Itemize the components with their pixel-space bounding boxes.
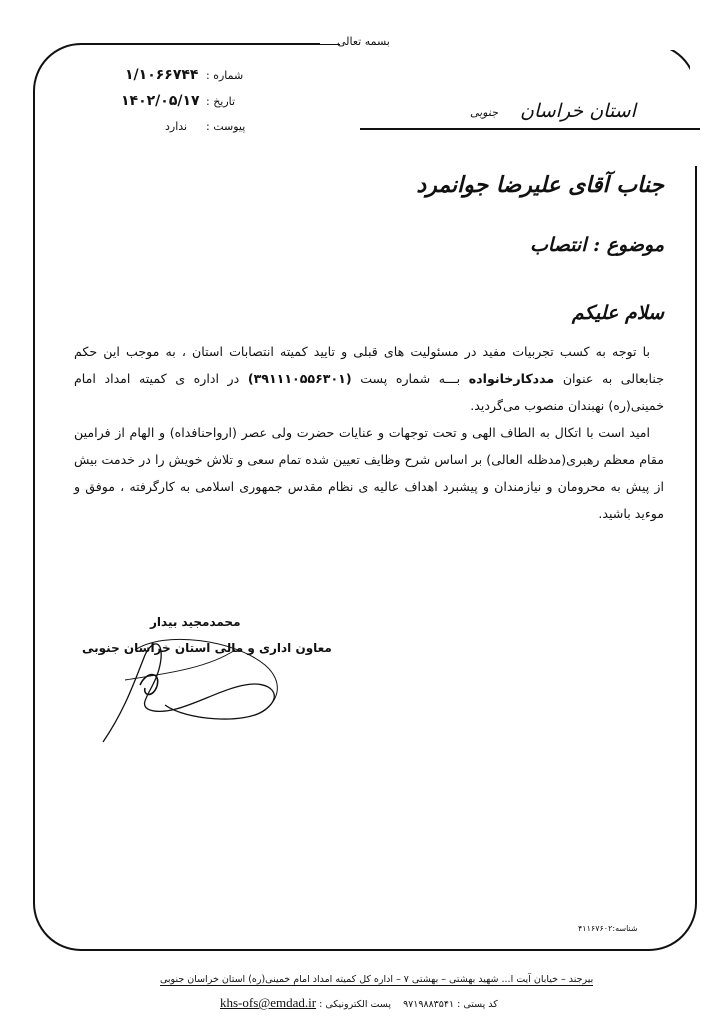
greeting: سلام علیکم [571,302,664,324]
signature-scribble [95,610,295,750]
p1-post-number: (۳۹۱۱۱۰۵۵۶۳۰۱) [247,371,352,386]
date-value: ۱۴۰۲/۰۵/۱۷ [121,93,200,109]
signatory-name: محمدمجید بیدار [150,615,241,629]
province-title: استان خراسان [520,100,636,122]
postal-label: کد پستی : [457,999,498,1010]
p1-text-2: بـــه شماره پست [360,371,461,386]
paragraph-2: امید است با اتکال به الطاف الهی و تحت توجهات و عنایات حضرت ولی عصر (ارواحنافداه) و الهام از فرامین مقام معظم رهبری(مدظله العالی) بر اساس شرح وظایف تعیین شده تمام سعی و تلاش خویش را در خدمت بیش از پیش به محرومان و نیازمندان و پیشبرد اهداف عالیه ی نظام مقدس جمهوری اسلامی به کارگرفته ، موفق و موءید باشید. [74,425,664,521]
p1-text-3: در اداره ی کمیته امداد امام خمینی(ره) نهبندان منصوب می‌گردید. [74,371,664,413]
footer-address: بیرجند – خیابان آیت ا... شهید بهشتی – بهشتی ۷ – اداره کل کمیته امداد امام خمینی(ره) استان خراسان جنوبی [160,974,594,985]
header-rule [360,128,700,130]
signatory-title: معاون اداری و مالی استان خراسان جنوبی [82,641,332,655]
email-label: پست الکترونیکی : [319,999,391,1010]
frame-mask [690,36,704,166]
attachment-label: پیوست : [206,120,246,133]
recipient: جناب آقای علیرضا جوانمرد [416,172,664,198]
subject: موضوع : انتصاب [530,234,664,256]
attachment-value: ندارد [165,120,188,133]
letter-body [74,338,664,527]
p1-position: مددکارخانواده [468,371,555,386]
number-value: ۱/۱۰۶۶۷۴۴ [125,67,199,83]
divider [320,44,340,45]
number-label: شماره : [206,69,244,82]
bismillah: بسمه تعالی [337,35,390,48]
p1-text-1: با توجه به کسب تجربیات مفید در مسئولیت های قبلی و تایید کمیته انتصابات استان ، به موجب این حکم جنابعالی به عنوان [74,344,664,386]
province-subtitle: جنوبی [470,106,499,119]
paragraph-1 [74,338,664,419]
tracking-id: شناسه:۴۱۱۶۷۶۰۲ [578,924,638,933]
date-label: تاریخ : [206,95,236,108]
footer-contact [220,995,498,1011]
email-link[interactable]: khs-ofs@emdad.ir [220,995,317,1010]
postal-value: ۹۷۱۹۸۸۳۵۴۱ [403,999,455,1010]
